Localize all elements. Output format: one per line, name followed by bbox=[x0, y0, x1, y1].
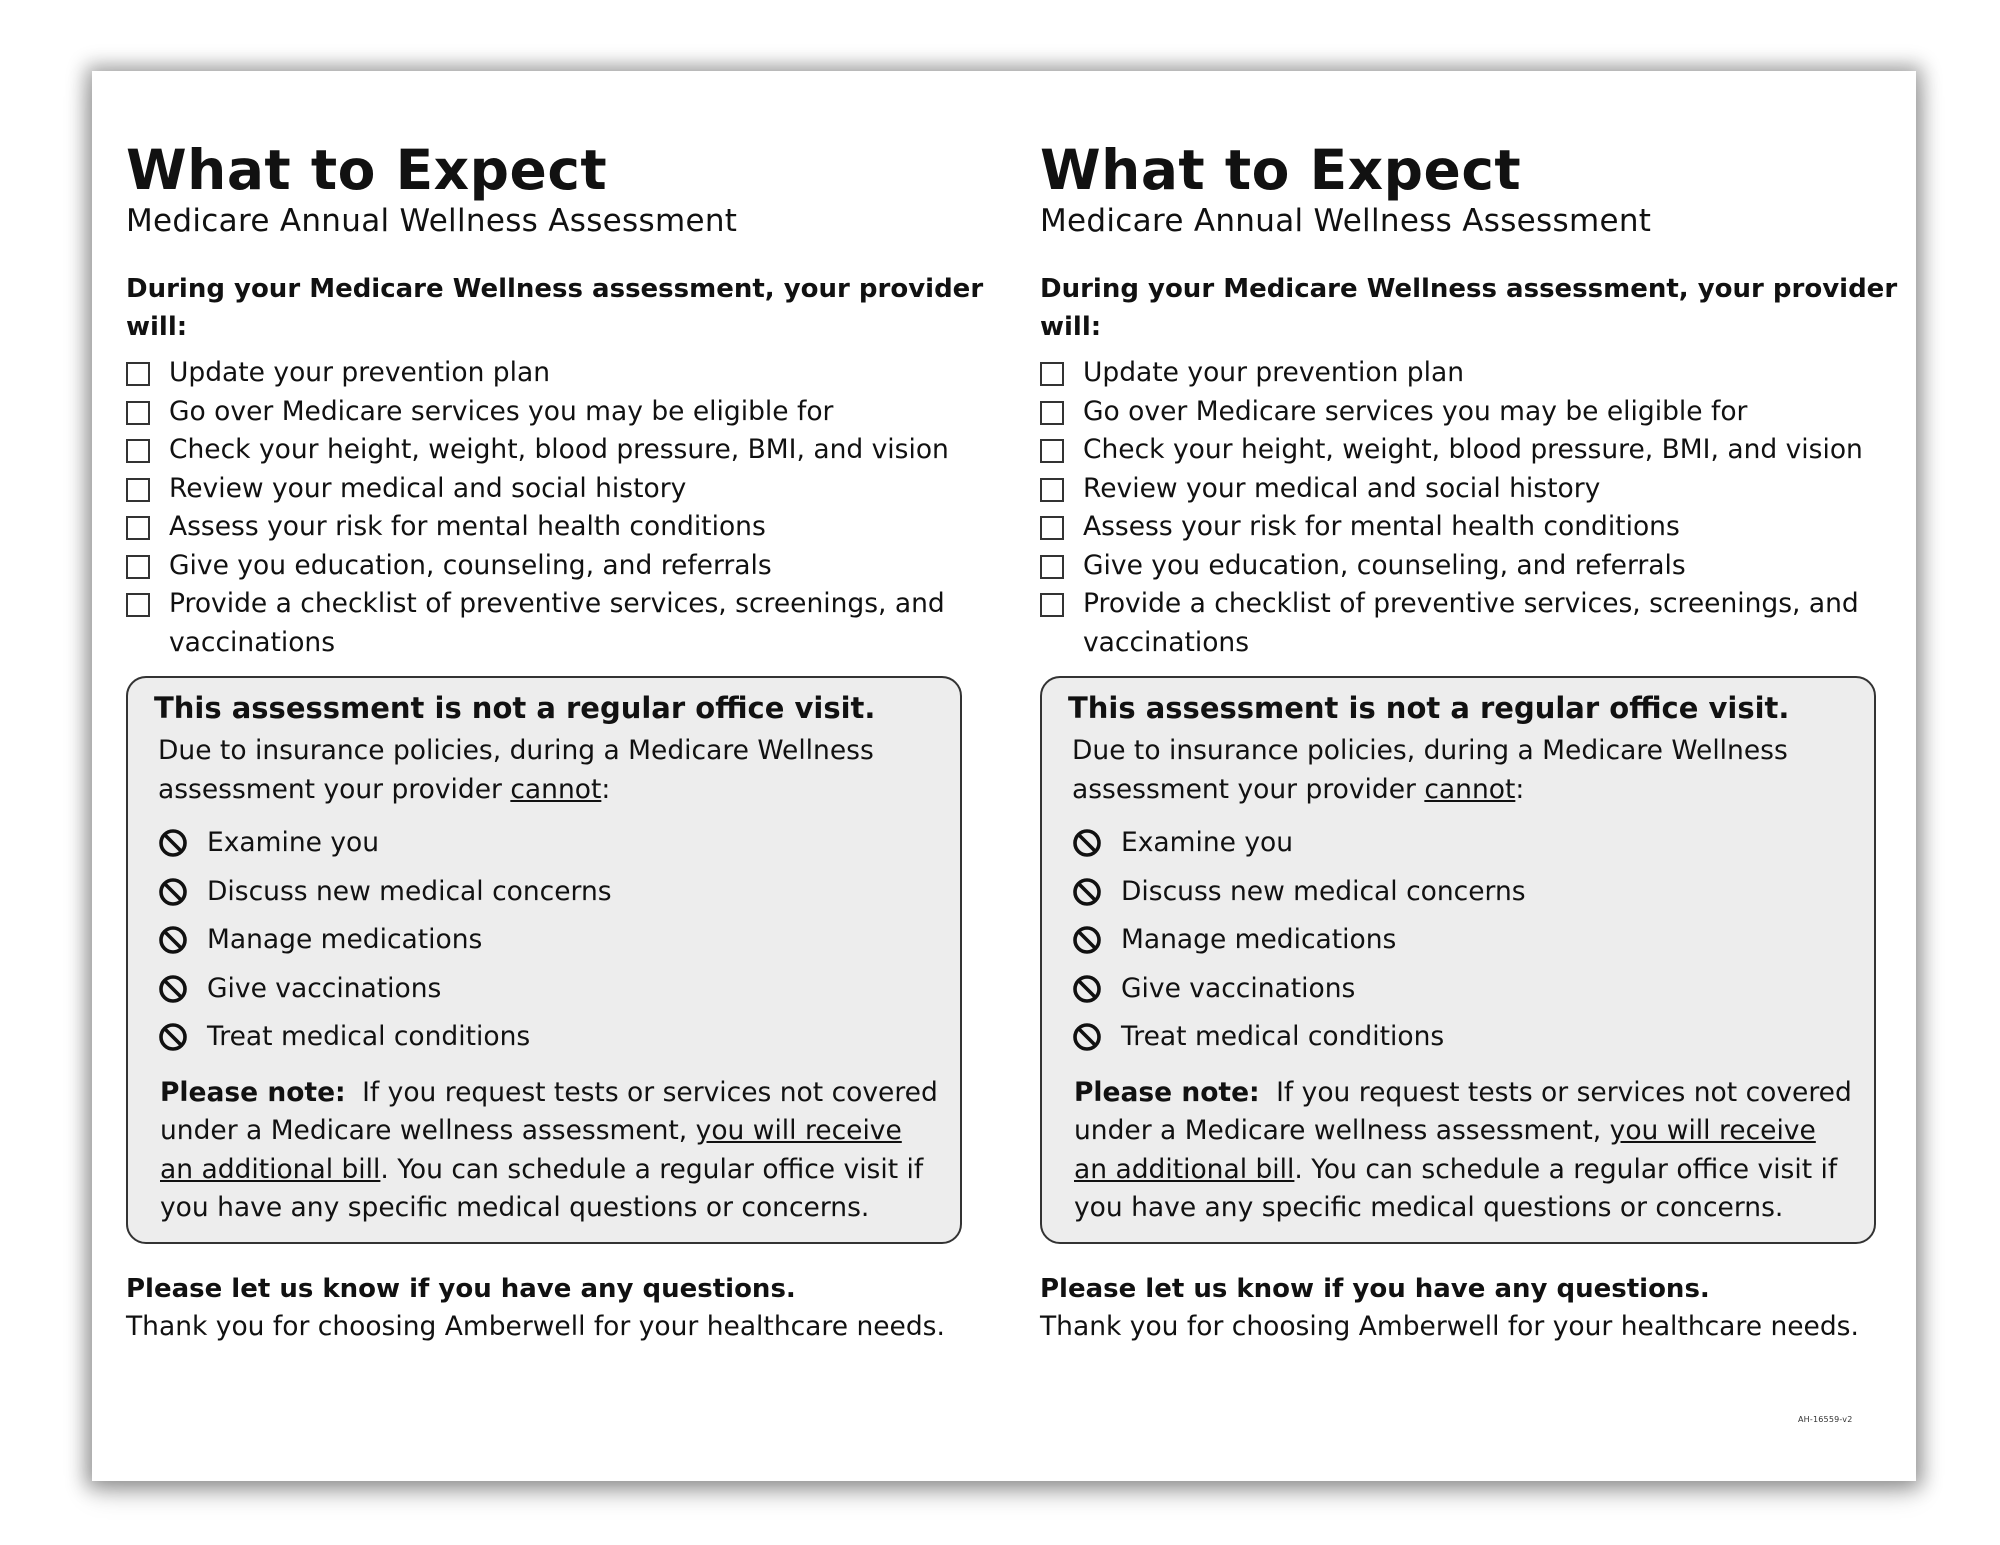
cannot-item: Examine you bbox=[1072, 819, 1854, 868]
checklist-item: Provide a checklist of preventive services, screenings, and vaccinations bbox=[1040, 585, 1900, 662]
intro-text: During your Medicare Wellness assessment, your provider will: bbox=[1040, 274, 1898, 342]
checklist-item: Give you education, counseling, and referrals bbox=[1040, 547, 1900, 586]
checklist-item: Review your medical and social history bbox=[126, 470, 986, 509]
document-id: AH-16559-v2 bbox=[1798, 1415, 1853, 1424]
provider-checklist bbox=[126, 354, 986, 662]
prohibited-icon bbox=[1072, 925, 1102, 955]
checkbox-icon[interactable] bbox=[1040, 439, 1064, 463]
prohibited-icon bbox=[158, 974, 188, 1004]
page-title: What to Expect bbox=[126, 138, 608, 202]
checklist-item: Assess your risk for mental health conditions bbox=[126, 508, 986, 547]
checklist-item: Provide a checklist of preventive services, screenings, and vaccinations bbox=[126, 585, 986, 662]
cannot-list bbox=[158, 819, 940, 1062]
cannot-item: Examine you bbox=[158, 819, 940, 868]
closing bbox=[126, 1270, 986, 1346]
prohibited-icon bbox=[158, 1022, 188, 1052]
checkbox-icon[interactable] bbox=[126, 362, 150, 386]
checkbox-icon[interactable] bbox=[1040, 401, 1064, 425]
please-note: Please note: If you request tests or services not covered under a Medicare wellness assessment, you will receive an additional bill. You can schedule a regular office visit if you have any specific medical questions or concerns. bbox=[1074, 1076, 1852, 1223]
handout-sheet bbox=[92, 71, 1916, 1481]
checkbox-icon[interactable] bbox=[1040, 555, 1064, 579]
intro-text: During your Medicare Wellness assessment, your provider will: bbox=[126, 274, 984, 342]
notice-title: This assessment is not a regular office visit. bbox=[1068, 691, 1790, 725]
closing-question: Please let us know if you have any questions. bbox=[1040, 1273, 1710, 1304]
cannot-list bbox=[1072, 819, 1854, 1062]
checkbox-icon[interactable] bbox=[126, 401, 150, 425]
checklist-item: Give you education, counseling, and referrals bbox=[126, 547, 986, 586]
cannot-item: Treat medical conditions bbox=[158, 1013, 940, 1062]
checkbox-icon[interactable] bbox=[1040, 593, 1064, 617]
cannot-item: Discuss new medical concerns bbox=[1072, 868, 1854, 917]
checkbox-icon[interactable] bbox=[126, 555, 150, 579]
closing-thanks: Thank you for choosing Amberwell for your healthcare needs. bbox=[126, 1310, 945, 1342]
notice-box bbox=[126, 676, 962, 1244]
handout-copy-right bbox=[1040, 138, 1900, 1346]
closing bbox=[1040, 1270, 1900, 1346]
cannot-item: Treat medical conditions bbox=[1072, 1013, 1854, 1062]
page-title: What to Expect bbox=[1040, 138, 1522, 202]
prohibited-icon bbox=[1072, 877, 1102, 907]
cannot-item: Discuss new medical concerns bbox=[158, 868, 940, 917]
checkbox-icon[interactable] bbox=[126, 593, 150, 617]
cannot-item: Give vaccinations bbox=[158, 965, 940, 1014]
checklist-item: Go over Medicare services you may be eligible for bbox=[126, 393, 986, 432]
checklist-item: Check your height, weight, blood pressure, BMI, and vision bbox=[126, 431, 986, 470]
closing-question: Please let us know if you have any questions. bbox=[126, 1273, 796, 1304]
cannot-item: Give vaccinations bbox=[1072, 965, 1854, 1014]
closing-thanks: Thank you for choosing Amberwell for your healthcare needs. bbox=[1040, 1310, 1859, 1342]
page-subtitle: Medicare Annual Wellness Assessment bbox=[1040, 203, 1652, 239]
please-note: Please note: If you request tests or services not covered under a Medicare wellness assessment, you will receive an additional bill. You can schedule a regular office visit if you have any specific medical questions or concerns. bbox=[160, 1076, 938, 1223]
checklist-item: Review your medical and social history bbox=[1040, 470, 1900, 509]
checkbox-icon[interactable] bbox=[1040, 516, 1064, 540]
prohibited-icon bbox=[1072, 828, 1102, 858]
checklist-item: Go over Medicare services you may be eligible for bbox=[1040, 393, 1900, 432]
notice-box bbox=[1040, 676, 1876, 1244]
prohibited-icon bbox=[158, 828, 188, 858]
checkbox-icon[interactable] bbox=[126, 439, 150, 463]
prohibited-icon bbox=[158, 925, 188, 955]
prohibited-icon bbox=[1072, 974, 1102, 1004]
cannot-item: Manage medications bbox=[1072, 916, 1854, 965]
page-subtitle: Medicare Annual Wellness Assessment bbox=[126, 203, 738, 239]
prohibited-icon bbox=[158, 877, 188, 907]
checklist-item: Update your prevention plan bbox=[126, 354, 986, 393]
checklist-item: Assess your risk for mental health conditions bbox=[1040, 508, 1900, 547]
checkbox-icon[interactable] bbox=[126, 516, 150, 540]
notice-body: Due to insurance policies, during a Medicare Wellness assessment your provider cannot: bbox=[158, 735, 874, 805]
checklist-item: Update your prevention plan bbox=[1040, 354, 1900, 393]
handout-copy-left bbox=[126, 138, 986, 1346]
notice-body: Due to insurance policies, during a Medicare Wellness assessment your provider cannot: bbox=[1072, 735, 1788, 805]
checkbox-icon[interactable] bbox=[1040, 478, 1064, 502]
provider-checklist bbox=[1040, 354, 1900, 662]
checklist-item: Check your height, weight, blood pressure, BMI, and vision bbox=[1040, 431, 1900, 470]
checkbox-icon[interactable] bbox=[1040, 362, 1064, 386]
checkbox-icon[interactable] bbox=[126, 478, 150, 502]
prohibited-icon bbox=[1072, 1022, 1102, 1052]
notice-title: This assessment is not a regular office visit. bbox=[154, 691, 876, 725]
cannot-item: Manage medications bbox=[158, 916, 940, 965]
